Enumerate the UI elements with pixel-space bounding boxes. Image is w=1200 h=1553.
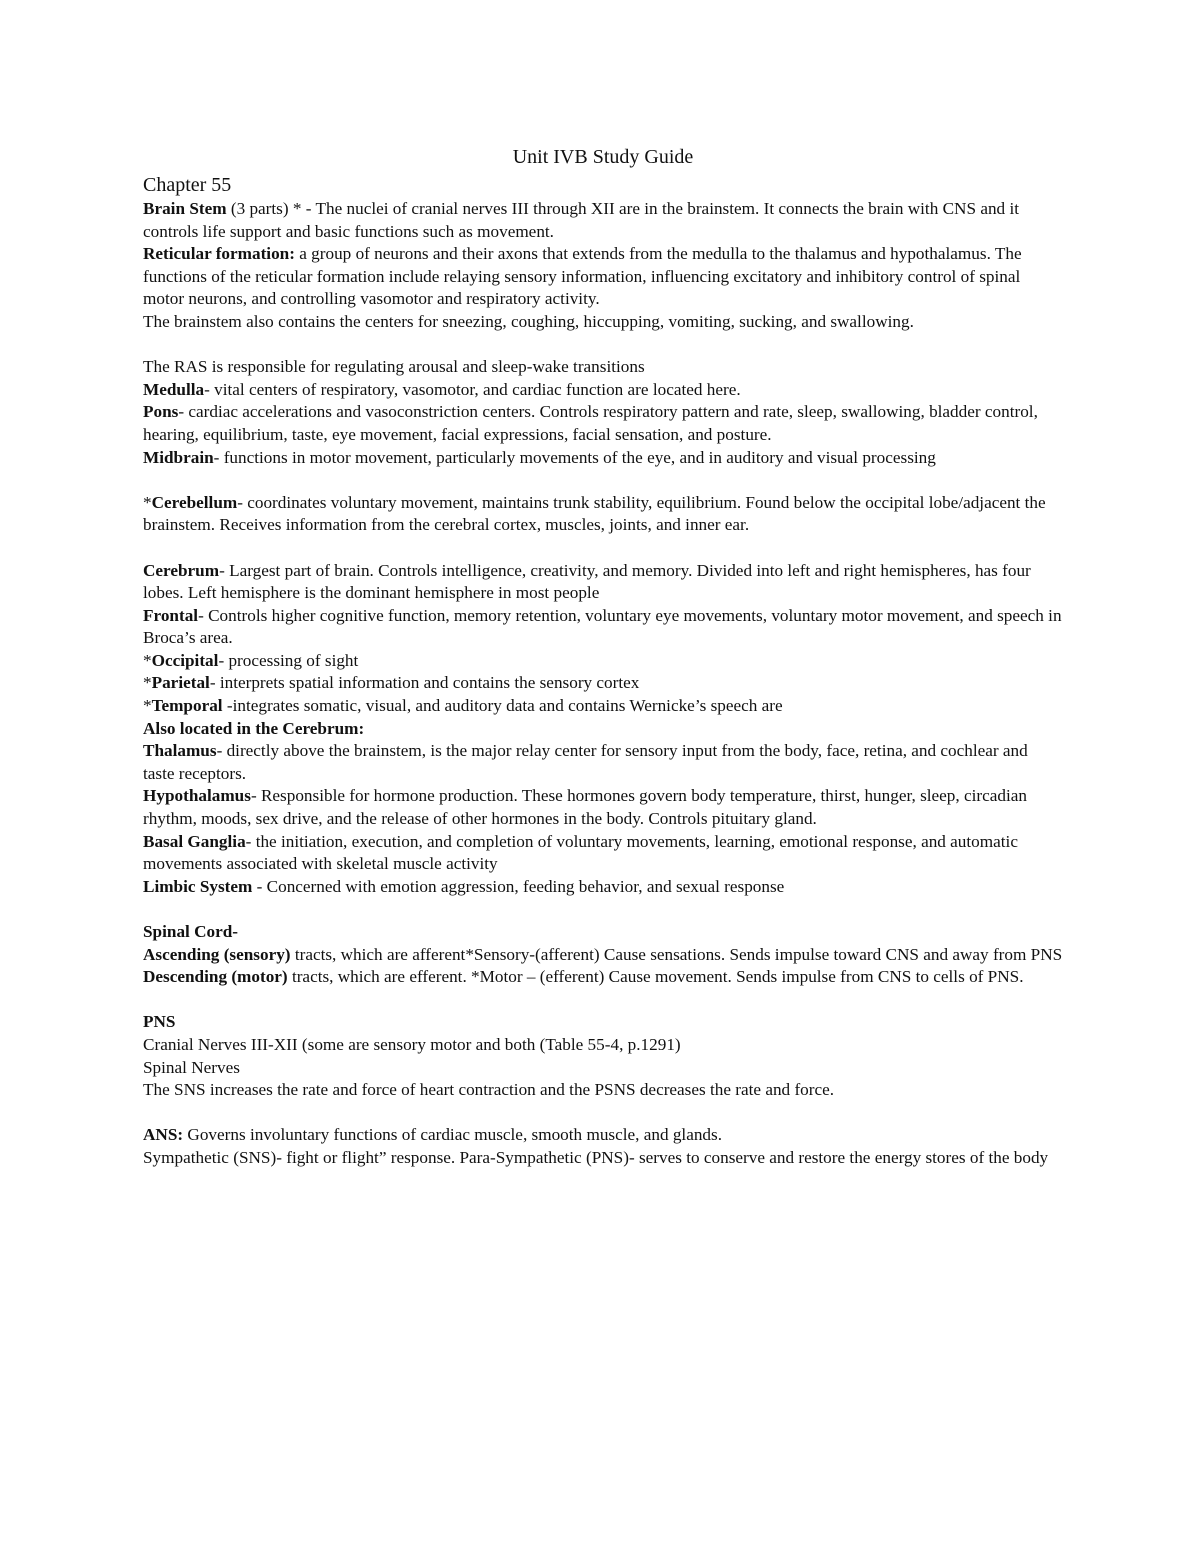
ans-paragraph <box>143 1124 1063 1147</box>
cerebellum-term: Cerebellum <box>151 492 238 512</box>
hypothalamus-paragraph <box>143 785 1063 830</box>
document-body <box>143 144 1063 1170</box>
paragraph-gap <box>143 537 1063 560</box>
limbic-system-term: Limbic System <box>143 876 253 896</box>
pons-term: Pons <box>143 402 179 422</box>
ras-paragraph: The RAS is responsible for regulating arousal and sleep-wake transitions <box>143 357 645 377</box>
thalamus-text: - directly above the brainstem, is the major relay center for sensory input from the body, face, retina, and cochlear and taste receptors. <box>143 741 1028 783</box>
descending-paragraph <box>143 966 1063 989</box>
frontal-text: - Controls higher cognitive function, memory retention, voluntary eye movements, voluntary motor movement, and speech in Broca’s area. <box>143 605 1062 648</box>
spinal-nerves-paragraph: Spinal Nerves <box>143 1057 240 1077</box>
frontal-term: Frontal <box>143 605 199 625</box>
paragraph-gap <box>143 989 1063 1012</box>
also-located-heading: Also located in the Cerebrum: <box>143 718 365 738</box>
brain-stem-paragraph <box>143 198 1063 243</box>
ascending-paragraph <box>143 944 1063 967</box>
occipital-prefix: * <box>143 650 152 670</box>
reticular-formation-term: Reticular formation: <box>143 244 295 264</box>
paragraph-gap <box>143 334 1063 357</box>
pns-heading: PNS <box>143 1012 176 1032</box>
brainstem-centers-paragraph: The brainstem also contains the centers for sneezing, coughing, hiccupping, vomiting, sucking, and swallowing. <box>143 311 914 331</box>
midbrain-term: Midbrain <box>143 447 214 467</box>
parietal-text: - interprets spatial information and contains the sensory cortex <box>209 673 640 693</box>
temporal-prefix: * <box>143 696 152 716</box>
parietal-term: Parietal <box>151 673 210 693</box>
medulla-term: Medulla <box>143 379 205 399</box>
cerebellum-prefix: * <box>143 492 152 512</box>
brain-stem-term: Brain Stem <box>143 199 227 218</box>
ans-term: ANS: <box>143 1125 184 1145</box>
occipital-text: - processing of sight <box>218 650 359 670</box>
cranial-nerves-paragraph: Cranial Nerves III-XII (some are sensory motor and both (Table 55-4, p.1291) <box>143 1034 681 1054</box>
frontal-paragraph <box>143 605 1063 650</box>
cerebrum-text: - Largest part of brain. Controls intelligence, creativity, and memory. Divided into left and right hemispheres, has four lobes. Left hemisphere is the dominant hemisphere in most people <box>143 560 1031 603</box>
pons-paragraph <box>143 401 1063 446</box>
spinal-cord-heading: Spinal Cord- <box>143 922 239 941</box>
medulla-text: - vital centers of respiratory, vasomotor, and cardiac function are located here. <box>204 379 741 399</box>
ascending-term: Ascending (sensory) <box>143 944 291 964</box>
sns-psns-paragraph: The SNS increases the rate and force of heart contraction and the PSNS decreases the rate and force. <box>143 1080 835 1100</box>
temporal-text: -integrates somatic, visual, and auditory data and contains Wernicke’s speech are <box>222 696 783 716</box>
midbrain-paragraph <box>143 447 1063 470</box>
sympathetic-paragraph: Sympathetic (SNS)- fight or flight” response. Para-Sympathetic (PNS)- serves to conserve and restore the energy stores of the body <box>143 1147 1049 1167</box>
midbrain-text: - functions in motor movement, particularly movements of the eye, and in auditory and visual processing <box>213 447 936 467</box>
chapter-heading: Chapter 55 <box>143 174 232 196</box>
ans-text: Governs involuntary functions of cardiac muscle, smooth muscle, and glands. <box>183 1125 723 1145</box>
pons-text: - cardiac accelerations and vasoconstriction centers. Controls respiratory pattern and rate, sleep, swallowing, bladder control, hearing, equilibrium, taste, eye movement, facial expressions, facial sensation, and posture. <box>143 402 1038 444</box>
temporal-term: Temporal <box>151 696 223 716</box>
reticular-formation-text: a group of neurons and their axons that extends from the medulla to the thalamus and hypothalamus. The functions of the reticular formation include relaying sensory information, influencing excitatory and inhibitory control of spinal motor neurons, and controlling vasomotor and respiratory activity. <box>143 244 1022 309</box>
descending-text: tracts, which are efferent. *Motor – (efferent) Cause movement. Sends impulse from CNS to cells of PNS. <box>287 967 1024 987</box>
basal-ganglia-text: - the initiation, execution, and completion of voluntary movements, learning, emotional response, and automatic movements associated with skeletal muscle activity <box>143 831 1018 874</box>
limbic-system-paragraph <box>143 876 1063 899</box>
hypothalamus-text: - Responsible for hormone production. These hormones govern body temperature, thirst, hunger, sleep, circadian rhythm, moods, sex drive, and the release of other hormones in the body. Controls pituitary gland. <box>143 786 1027 829</box>
descending-term: Descending (motor) <box>143 967 288 987</box>
parietal-prefix: * <box>143 673 152 693</box>
hypothalamus-term: Hypothalamus <box>143 786 251 806</box>
cerebrum-term: Cerebrum <box>143 560 220 580</box>
brain-stem-text: (3 parts) * - The nuclei of cranial nerves III through XII are in the brainstem. It connects the brain with CNS and it controls life support and basic functions such as movement. <box>143 199 1019 241</box>
cerebellum-paragraph <box>143 492 1063 537</box>
occipital-paragraph <box>143 650 1063 673</box>
temporal-paragraph <box>143 695 1063 718</box>
basal-ganglia-paragraph <box>143 831 1063 876</box>
cerebellum-text: - coordinates voluntary movement, maintains trunk stability, equilibrium. Found below the occipital lobe/adjacent the brainstem. Receives information from the cerebral cortex, muscles, joints, and inner ear. <box>143 492 1046 535</box>
parietal-paragraph <box>143 672 1063 695</box>
thalamus-paragraph <box>143 740 1063 785</box>
cerebrum-paragraph <box>143 560 1063 605</box>
limbic-system-text: - Concerned with emotion aggression, feeding behavior, and sexual response <box>252 876 785 896</box>
paragraph-gap <box>143 469 1063 492</box>
ascending-text: tracts, which are afferent*Sensory-(afferent) Cause sensations. Sends impulse toward CNS and away from PNS <box>290 944 1063 964</box>
paragraph-gap <box>143 1102 1063 1125</box>
document-title: Unit IVB Study Guide <box>512 146 694 168</box>
occipital-term: Occipital <box>151 650 219 670</box>
reticular-formation-paragraph <box>143 243 1063 311</box>
paragraph-gap <box>143 898 1063 921</box>
basal-ganglia-term: Basal Ganglia <box>143 831 246 851</box>
medulla-paragraph <box>143 379 1063 402</box>
thalamus-term: Thalamus <box>143 741 217 761</box>
